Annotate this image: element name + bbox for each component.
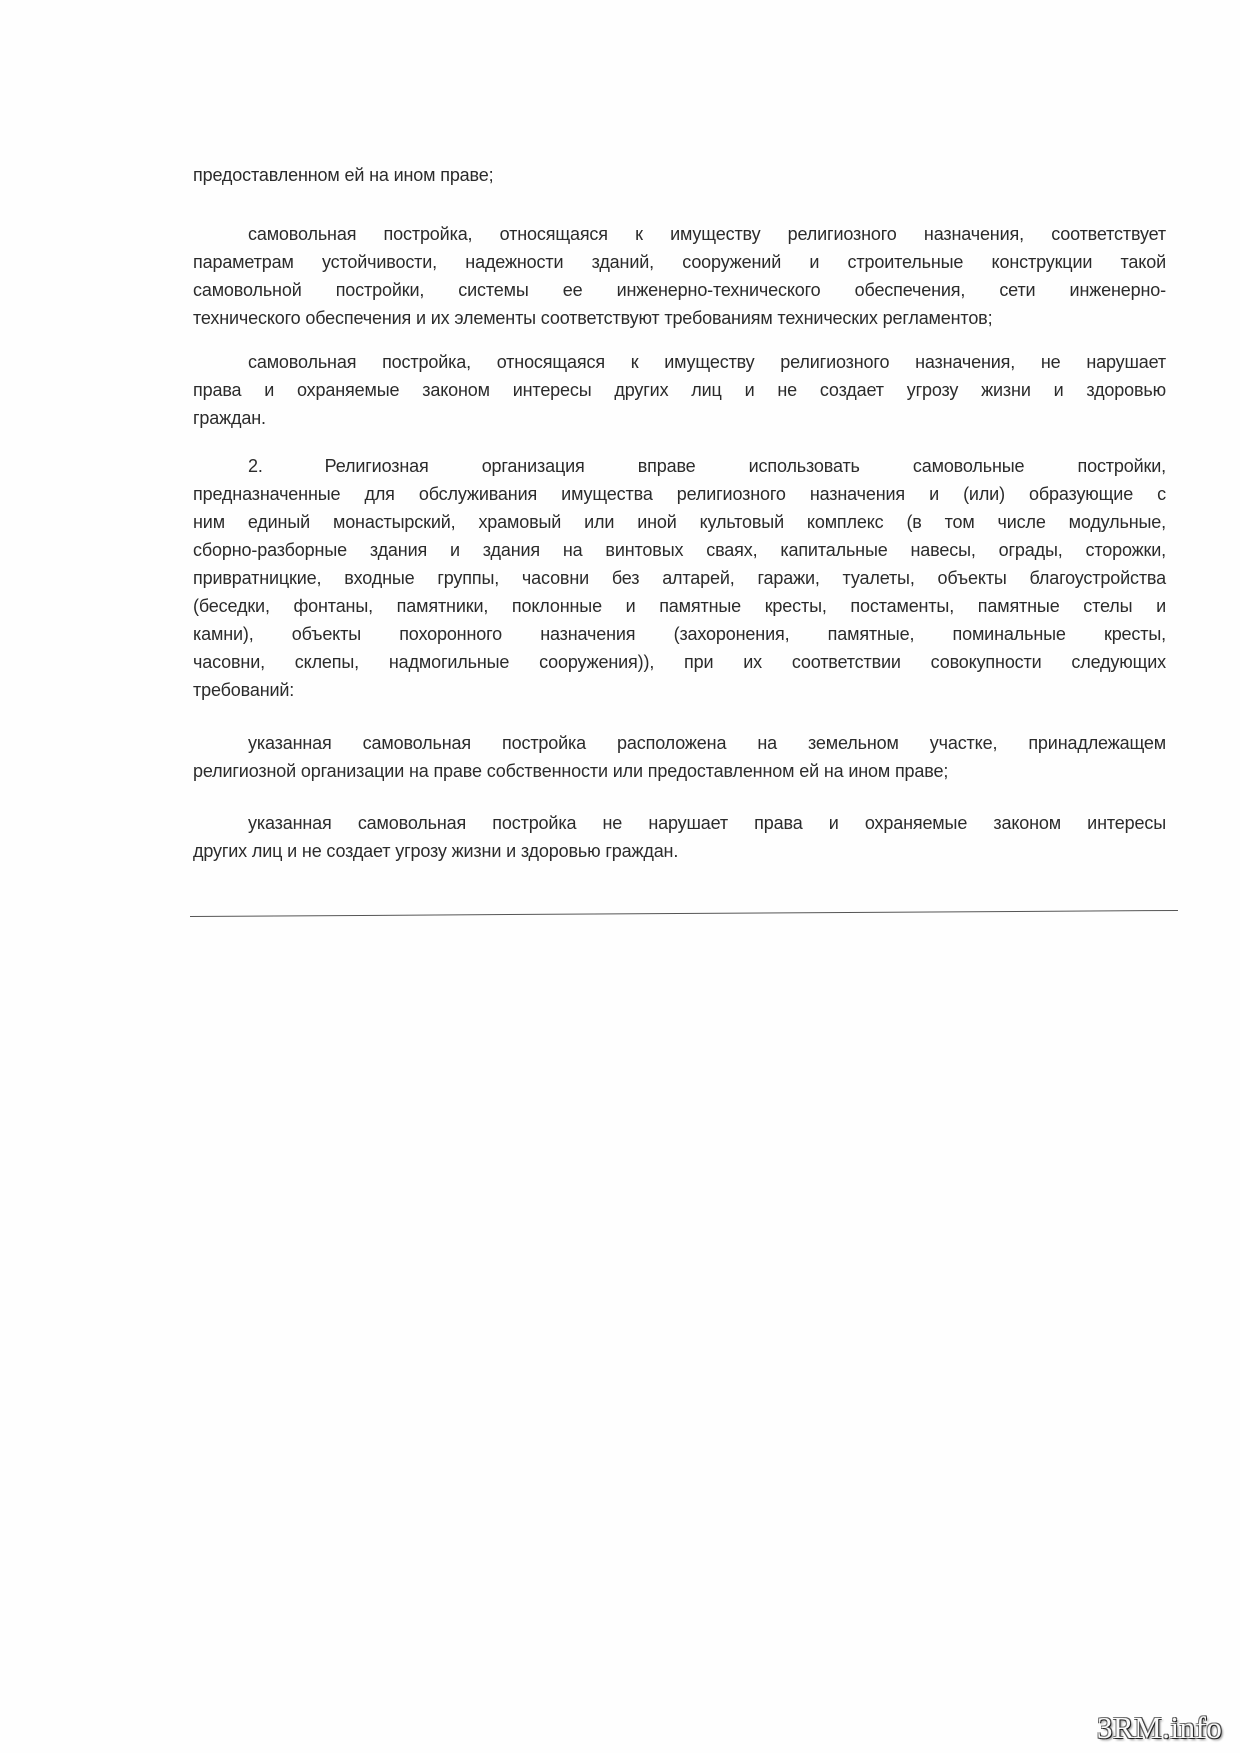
paragraph-continuation [193, 161, 1166, 189]
text-line: требований: [193, 680, 295, 700]
text-line: (беседки, фонтаны, памятники, поклонные и памятные кресты, постаменты, памятные стелы и [193, 596, 1166, 616]
text-line: указанная самовольная постройка не нарушает права и охраняемые законом интересы [248, 813, 1166, 833]
text-line: привратницкие, входные группы, часовни без алтарей, гаражи, туалеты, объекты благоустройства [193, 568, 1166, 588]
text-line: часовни, склепы, надмогильные сооружения)), при их соответствии совокупности следующих [193, 652, 1166, 672]
text-line: сборно-разборные здания и здания на винтовых сваях, капитальные навесы, ограды, сторожки, [193, 540, 1166, 560]
text-line: граждан. [193, 408, 266, 428]
paragraph-clause-2 [193, 452, 1166, 704]
text-line: религиозной организации на праве собственности или предоставленном ей на ином праве; [193, 761, 949, 781]
paragraph-land-plot [193, 729, 1166, 785]
text-line: права и охраняемые законом интересы других лиц и не создает угрозу жизни и здоровью [193, 380, 1166, 400]
text-line: предоставленном ей на ином праве; [193, 165, 494, 185]
text-line: самовольная постройка, относящаяся к имуществу религиозного назначения, соответствует [248, 224, 1166, 244]
horizontal-rule-divider [190, 910, 1178, 917]
text-line: самовольная постройка, относящаяся к имуществу религиозного назначения, не нарушает [248, 352, 1166, 372]
text-line: технического обеспечения и их элементы соответствуют требованиям технических регламентов; [193, 308, 993, 328]
text-line: 2. Религиозная организация вправе использовать самовольные постройки, [248, 456, 1166, 476]
paragraph-safety-requirements [193, 220, 1166, 332]
watermark: 3RM.info [1097, 1710, 1223, 1745]
text-line: ним единый монастырский, храмовый или иной культовый комплекс (в том числе модульные, [193, 512, 1166, 532]
text-line: указанная самовольная постройка расположена на земельном участке, принадлежащем [248, 733, 1166, 753]
text-line: самовольной постройки, системы ее инженерно-технического обеспечения, сети инженерно- [193, 280, 1166, 300]
text-line: других лиц и не создает угрозу жизни и здоровью граждан. [193, 841, 679, 861]
text-line: параметрам устойчивости, надежности зданий, сооружений и строительные конструкции такой [193, 252, 1166, 272]
text-line: предназначенные для обслуживания имущества религиозного назначения и (или) образующие с [193, 484, 1166, 504]
paragraph-no-threat [193, 809, 1166, 865]
text-line: камни), объекты похоронного назначения (захоронения, памятные, поминальные кресты, [193, 624, 1166, 644]
paragraph-rights-not-violated [193, 348, 1166, 432]
